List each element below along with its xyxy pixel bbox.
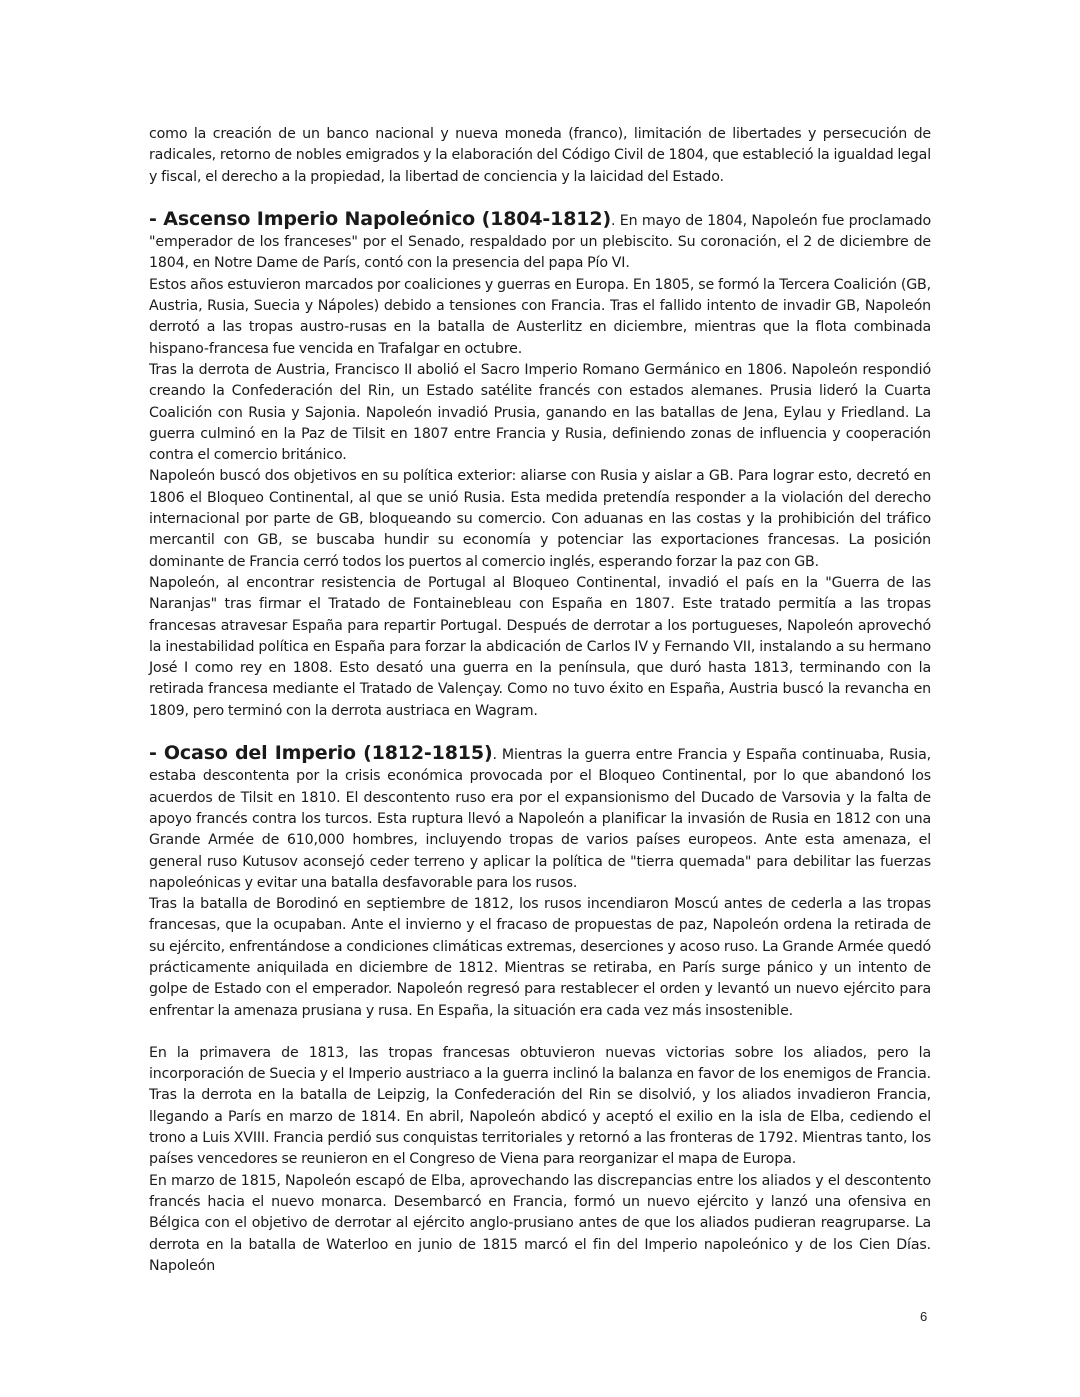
section-heading: - Ascenso Imperio Napoleónico (1804-1812) <box>149 207 611 230</box>
paragraph-gap <box>149 188 931 209</box>
section-ascenso-imperio <box>149 209 931 722</box>
body-paragraph: Tras la derrota de Austria, Francisco II abolió el Sacro Imperio Romano Germánico en 1806. Napoleón respondió creando la Confederación del Rin, un Estado satélite francés con estados alemanes. Prusia lideró la Cuarta Coalición con Rusia y Sajonia. Napoleón invadió Prusia, ganando en las batallas de Jena, Eylau y Friedland. La guerra culminó en la Paz de Tilsit en 1807 entre Francia y Rusia, definiendo zonas de influencia y cooperación contra el comercio británico. <box>149 361 931 464</box>
body-paragraph: En la primavera de 1813, las tropas francesas obtuvieron nuevas victorias sobre los aliados, pero la incorporación de Suecia y el Imperio austriaco a la guerra inclinó la balanza en favor de los enemigos de Francia. Tras la derrota en la batalla de Leipzig, la Confederación del Rin se disolvió, y los aliados invadieron Francia, llegando a París en marzo de 1814. En abril, Napoleón abdicó y aceptó el exilio en la isla de Elba, cediendo el trono a Luis XVIII. Francia perdió sus conquistas territoriales y retornó a las fronteras de 1792. Mientras tanto, los países vencedores se reunieron en el Congreso de Viena para reorganizar el mapa de Europa. <box>149 1044 931 1168</box>
paragraph-gap <box>149 722 931 743</box>
section-ocaso-imperio <box>149 743 931 1277</box>
page-number: 6 <box>920 1309 928 1324</box>
section-heading: - Ocaso del Imperio (1812-1815) <box>149 742 493 765</box>
body-paragraph: Estos años estuvieron marcados por coaliciones y guerras en Europa. En 1805, se formó la Tercera Coalición (GB, Austria, Rusia, Suecia y Nápoles) debido a tensiones con Francia. Tras el fallido intento de invadir GB, Napoleón derrotó a las tropas austro-rusas en la batalla de Austerlitz en diciembre, mientras que la flota combinada hispano-francesa fue vencida en Trafalgar en octubre. <box>149 276 931 357</box>
body-paragraph: Napoleón buscó dos objetivos en su política exterior: aliarse con Rusia y aislar a GB. Para lograr esto, decretó en 1806 el Bloqueo Continental, al que se unió Rusia. Esta medida pretendía responder a la violación del derecho internacional por parte de GB, bloqueando su comercio. Con aduanas en las costas y la prohibición del tráfico mercantil con GB, se buscaba hundir su economía y potenciar las exportaciones francesas. La posición dominante de Francia cerró todos los puertos al comercio inglés, esperando forzar la paz con GB. <box>149 468 931 570</box>
section-lead-paragraph <box>149 743 931 894</box>
section-lead-text: . Mientras la guerra entre Francia y España continuaba, Rusia, estaba descontenta por la crisis económica provocada por el Bloqueo Continental, por lo que abandonó los acuerdos de Tilsit en 1810. El descontento ruso era por el expansionismo del Ducado de Varsovia y la falta de apoyo francés contra los turcos. Esta ruptura llevó a Napoleón a planificar la invasión de Rusia en 1812 con una Grande Armée de 610,000 hombres, incluyendo tropas de varios países europeos. Ante esta amenaza, el general ruso Kutusov aconsejó ceder terreno y aplicar la política de "tierra quemada" para debilitar las fuerzas napoleónicas y evitar una batalla desfavorable para los rusos. <box>149 747 931 891</box>
section-lead-text: . En mayo de 1804, Napoleón fue proclamado "emperador de los franceses" por el Senado, respaldado por un plebiscito. Su coronación, el 2 de diciembre de 1804, en Notre Dame de París, contó con la presencia del papa Pío VI. <box>149 212 931 272</box>
body-paragraph: Tras la batalla de Borodinó en septiembre de 1812, los rusos incendiaron Moscú antes de cederla a las tropas francesas, que la ocupaban. Ante el invierno y el fracaso de propuestas de paz, Napoleón ordena la retirada de su ejército, enfrentándose a condiciones climáticas extremas, deserciones y acoso ruso. La Grande Armée quedó prácticamente aniquilada en diciembre de 1812. Mientras se retiraba, en París surge pánico y un intento de golpe de Estado con el emperador. Napoleón regresó para restablecer el orden y levantó un nuevo ejército para enfrentar la amenaza prusiana y rusa. En España, la situación era cada vez más insostenible. <box>149 896 931 1019</box>
document-page <box>149 124 931 1277</box>
section-lead-paragraph <box>149 209 931 275</box>
paragraph-gap <box>149 1022 931 1043</box>
body-paragraph: En marzo de 1815, Napoleón escapó de Elba, aprovechando las discrepancias entre los aliados y el descontento francés hacia el nuevo monarca. Desembarcó en Francia, formó un nuevo ejército y lanzó una ofensiva en Bélgica con el objetivo de derrotar al ejército anglo-prusiano antes de que los aliados pudieran reagruparse. La derrota en la batalla de Waterloo en junio de 1815 marcó el fin del Imperio napoleónico y de los Cien Días. Napoleón <box>149 1172 931 1274</box>
body-paragraph: Napoleón, al encontrar resistencia de Portugal al Bloqueo Continental, invadió el país en la "Guerra de las Naranjas" tras firmar el Tratado de Fontainebleau con España en 1807. Este tratado permitía a las tropas francesas atravesar España para repartir Portugal. Después de derrotar a los portugueses, Napoleón aprovechó la inestabilidad política en España para forzar la abdicación de Carlos IV y Fernando VII, instalando a su hermano José I como rey en 1808. Esto desató una guerra en la península, que duró hasta 1813, terminando con la retirada francesa mediante el Tratado de Valençay. Como no tuvo éxito en España, Austria buscó la revancha en 1809, pero terminó con la derrota austriaca en Wagram. <box>149 574 931 719</box>
intro-paragraph: como la creación de un banco nacional y nueva moneda (franco), limitación de libertades y persecución de radicales, retorno de nobles emigrados y la elaboración del Código Civil de 1804, que estableció la igualdad legal y fiscal, el derecho a la propiedad, la libertad de conciencia y la laicidad del Estado. <box>149 126 931 185</box>
